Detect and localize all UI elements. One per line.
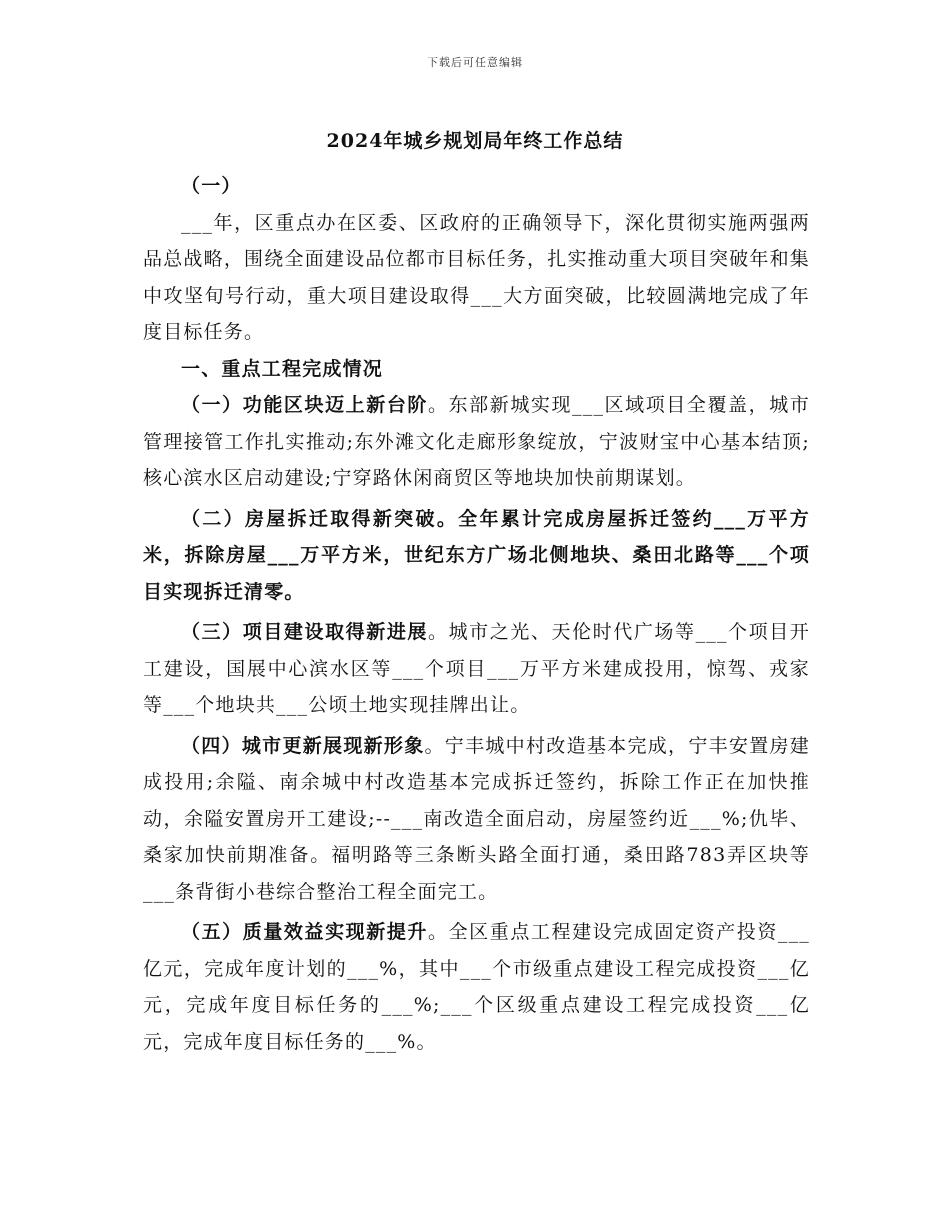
text-urban-renewal: 。宁丰城中村改造基本完成，宁丰安置房建成投用;余隘、南余城中村改造基本完成拆迁签约，拆除工作正在加快推动，余隘安置房开工建设;--___南改造全面启动，房屋签约近___%;仇毕、桑家加快前期准备。福明路等三条断头路全面打通，桑田路783弄区块等___条背街小巷综合整治工程全面完工。 xyxy=(143,734,810,903)
paragraph-construction xyxy=(143,614,810,724)
subheading-construction: （三）项目建设取得新进展 xyxy=(181,621,428,643)
document-body xyxy=(143,168,810,1060)
subheading-urban-renewal: （四）城市更新展现新形象 xyxy=(181,734,425,757)
subheading-functional-zones: （一）功能区块迈上新台阶 xyxy=(181,394,428,416)
text-construction: 。城市之光、天伦时代广场等___个项目开工建设，国展中心滨水区等___个项目___万平方米建成投用，惊驾、戎家等___个地块共___公顷土地实现挂牌出让。 xyxy=(143,621,810,716)
paragraph-urban-renewal xyxy=(143,728,810,911)
document-title: 2024年城乡规划局年终工作总结 xyxy=(326,130,624,152)
heading-key-projects: 一、重点工程完成情况 xyxy=(181,357,384,380)
text-functional-zones: 。东部新城实现___区域项目全覆盖，城市管理接管工作扎实推动;东外滩文化走廊形象绽放，宁波财宝中心基本结顶;核心滨水区启动建设;宁穿路休闲商贸区等地块加快前期谋划。 xyxy=(143,394,810,489)
header-note: 下载后可任意编辑 xyxy=(427,56,523,69)
paragraph-section-marker: （一） xyxy=(181,175,242,197)
paragraph-functional-zones xyxy=(143,387,810,497)
paragraph-quality-efficiency xyxy=(143,914,810,1060)
paragraph-demolition: （二）房屋拆迁取得新突破。全年累计完成房屋拆迁签约___万平方米，拆除房屋___万平方米，世纪东方广场北侧地块、桑田北路等___个项目实现拆迁清零。 xyxy=(143,507,810,603)
subheading-quality-efficiency: （五）质量效益实现新提升 xyxy=(181,921,428,943)
text-quality-efficiency: 。全区重点工程建设完成固定资产投资___亿元，完成年度计划的___%，其中___个市级重点建设工程完成投资___亿元，完成年度目标任务的___%;___个区级重点建设工程完成投资___亿元，完成年度目标任务的___%。 xyxy=(143,921,810,1053)
paragraph-intro: ___年，区重点办在区委、区政府的正确领导下，深化贯彻实施两强两品总战略，围绕全面建设品位都市目标任务，扎实推动重大项目突破年和集中攻坚旬号行动，重大项目建设取得___大方面突破，比较圆满地完成了年度目标任务。 xyxy=(143,211,810,343)
